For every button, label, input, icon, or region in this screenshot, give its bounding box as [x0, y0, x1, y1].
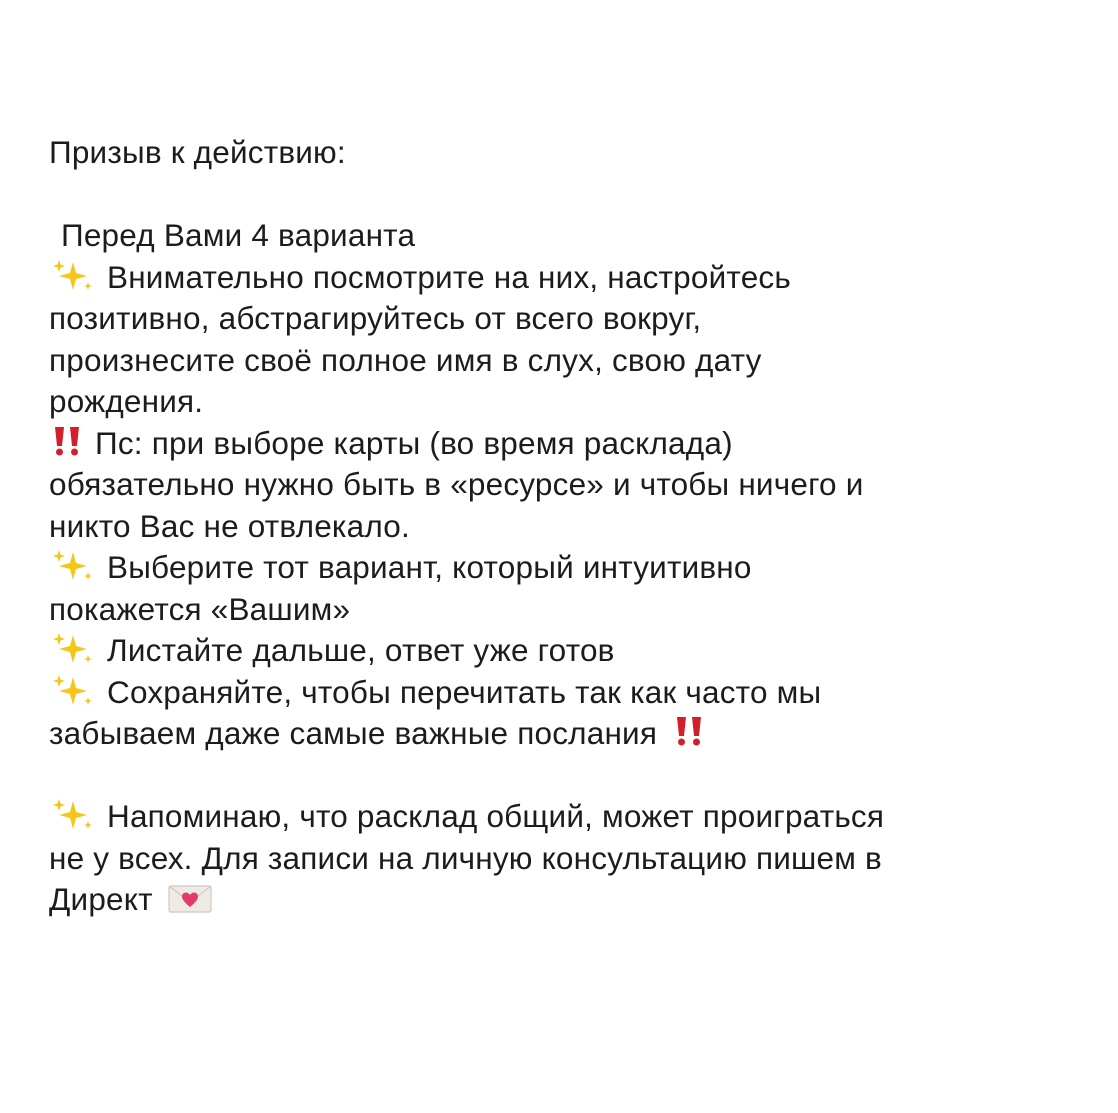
- list-item-text: забываем даже самые важные послания: [49, 715, 658, 751]
- list-item: [49, 672, 1069, 714]
- post-text: [49, 132, 1069, 921]
- page-title: Призыв к действию:: [49, 134, 346, 170]
- list-item: [49, 257, 1069, 299]
- list-item-text: позитивно, абстрагируйтесь от всего вокруг,: [49, 300, 702, 336]
- list-item-text: Выберите тот вариант, который интуитивно: [107, 549, 752, 585]
- list-item: [49, 796, 1069, 838]
- sparkles-icon: [49, 258, 95, 292]
- list-item-text: Сохраняйте, чтобы перечитать так как часто мы: [107, 673, 822, 710]
- note-text: обязательно нужно быть в «ресурсе» и чтобы ничего и: [49, 466, 864, 502]
- list-item-text: Напоминаю, что расклад общий, может проиграться: [107, 798, 885, 834]
- sparkles-icon: [49, 631, 95, 665]
- list-item-text: произнесите своё полное имя в слух, свою дату: [49, 341, 762, 378]
- intro-line: Перед Вами 4 варианта: [61, 217, 416, 253]
- list-item: [49, 879, 1069, 921]
- list-item: [49, 630, 1069, 672]
- spacer: [49, 755, 1069, 797]
- list-item-text: Директ: [49, 881, 153, 917]
- sparkles-icon: [49, 797, 95, 831]
- double-exclamation-icon: [49, 424, 89, 458]
- list-item: [49, 713, 1069, 755]
- love-letter-icon: [167, 882, 213, 914]
- list-item-text: покажется «Вашим»: [49, 590, 351, 627]
- sparkles-icon: [49, 548, 95, 582]
- double-exclamation-icon: [671, 714, 711, 748]
- note-item: [49, 423, 1069, 465]
- list-item-text: рождения.: [49, 383, 204, 419]
- list-item-text: не у всех. Для записи на личную консультацию пишем в: [49, 839, 882, 876]
- note-text: никто Вас не отвлекало.: [49, 507, 410, 544]
- list-item: [49, 547, 1069, 589]
- note-text: Пс: при выборе карты (во время расклада): [95, 424, 733, 461]
- sparkles-icon: [49, 673, 95, 707]
- list-item-text: Листайте дальше, ответ уже готов: [107, 632, 615, 668]
- list-item-text: Внимательно посмотрите на них, настройтесь: [107, 258, 791, 295]
